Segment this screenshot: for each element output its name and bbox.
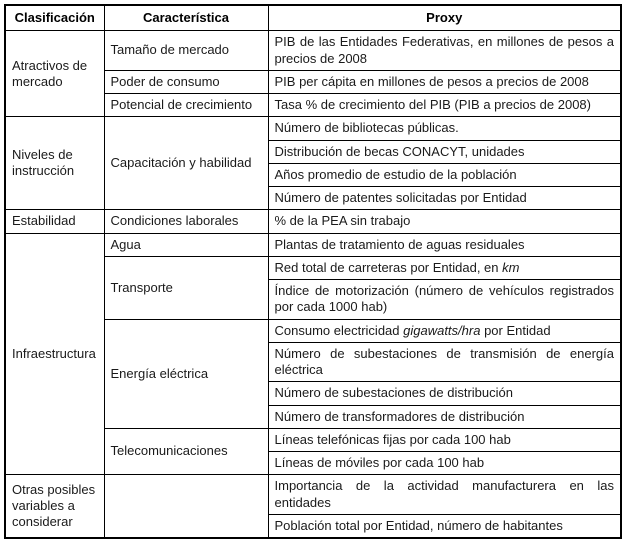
characteristic-cell: Capacitación y habilidad [104, 117, 268, 210]
proxy-cell [268, 452, 621, 475]
proxy-cell [268, 342, 621, 382]
characteristic-cell: Telecomunicaciones [104, 428, 268, 475]
column-header-proxy: Proxy [268, 5, 621, 31]
proxy-text: Distribución de becas CONACYT, unidades [274, 143, 525, 159]
proxy-cell [268, 382, 621, 405]
characteristic-cell: Poder de consumo [104, 70, 268, 93]
characteristic-cell: Energía eléctrica [104, 319, 268, 428]
proxy-text: PIB per cápita en millones de pesos a precios de 2008 [274, 73, 589, 89]
characteristic-cell: Tamaño de mercado [104, 31, 268, 71]
proxy-cell [268, 94, 621, 117]
proxy-text-italic: gigawatts/hra [403, 322, 481, 338]
classification-cell: Estabilidad [5, 210, 104, 233]
proxy-text: Número de patentes solicitadas por Entidad [274, 190, 527, 205]
proxy-text: Índice de motorización (número de vehículos registrados por cada 1000 hab) [274, 283, 614, 315]
characteristic-cell: Potencial de crecimiento [104, 94, 268, 117]
proxy-text: Número de subestaciones de transmisión de energía eléctrica [274, 345, 614, 377]
column-header-caracteristica: Característica [104, 5, 268, 31]
proxy-text: Importancia de la actividad manufacturera en las entidades [274, 478, 614, 510]
proxy-text: Población total por Entidad, número de habitantes [274, 517, 563, 533]
table-row [5, 210, 621, 233]
proxy-text: Líneas telefónicas fijas por cada 100 hab [274, 431, 511, 447]
proxy-cell [268, 31, 621, 71]
classification-cell: Niveles de instrucción [5, 117, 104, 210]
proxy-cell [268, 256, 621, 279]
proxy-text: % de la PEA sin trabajo [274, 213, 411, 229]
classification-cell: Atractivos de mercado [5, 31, 104, 117]
proxy-cell [268, 428, 621, 451]
proxy-cell [268, 140, 621, 163]
header-row [5, 5, 621, 31]
table-row [5, 233, 621, 256]
characteristic-cell: Condiciones laborales [104, 210, 268, 233]
table-row [5, 31, 621, 71]
proxy-cell [268, 210, 621, 233]
proxy-cell [268, 405, 621, 428]
proxy-cell [268, 280, 621, 320]
proxy-text: PIB de las Entidades Federativas, en millones de pesos a precios de 2008 [274, 34, 614, 66]
column-header-clasificacion: Clasificación [5, 5, 104, 31]
characteristic-cell: Transporte [104, 256, 268, 319]
proxy-cell [268, 187, 621, 210]
proxy-cell [268, 117, 621, 140]
proxy-cell [268, 514, 621, 538]
proxy-text: Número de subestaciones de distribución [274, 385, 513, 401]
proxy-text: Plantas de tratamiento de aguas residuales [274, 236, 525, 252]
table-row [5, 117, 621, 140]
proxy-cell [268, 70, 621, 93]
proxy-table [4, 4, 622, 539]
proxy-text: Número de transformadores de distribución [274, 408, 525, 424]
proxy-cell [268, 475, 621, 515]
proxy-text: Consumo electricidad [274, 322, 404, 338]
proxy-text: Tasa % de crecimiento del PIB (PIB a precios de 2008) [274, 97, 591, 112]
proxy-text: Años promedio de estudio de la población [274, 166, 517, 182]
proxy-cell [268, 163, 621, 186]
proxy-text: Número de bibliotecas públicas. [274, 120, 459, 136]
proxy-cell [268, 319, 621, 342]
proxy-cell [268, 233, 621, 256]
classification-cell: Otras posibles variables a considerar [5, 475, 104, 538]
proxy-text: por Entidad [480, 322, 551, 338]
characteristic-cell-empty [104, 475, 268, 538]
classification-cell: Infraestructura [5, 233, 104, 475]
proxy-text-italic: km [502, 259, 520, 275]
table-row [5, 475, 621, 515]
proxy-text: Líneas de móviles por cada 100 hab [274, 455, 485, 470]
proxy-text: Red total de carreteras por Entidad, en [274, 259, 503, 275]
characteristic-cell: Agua [104, 233, 268, 256]
